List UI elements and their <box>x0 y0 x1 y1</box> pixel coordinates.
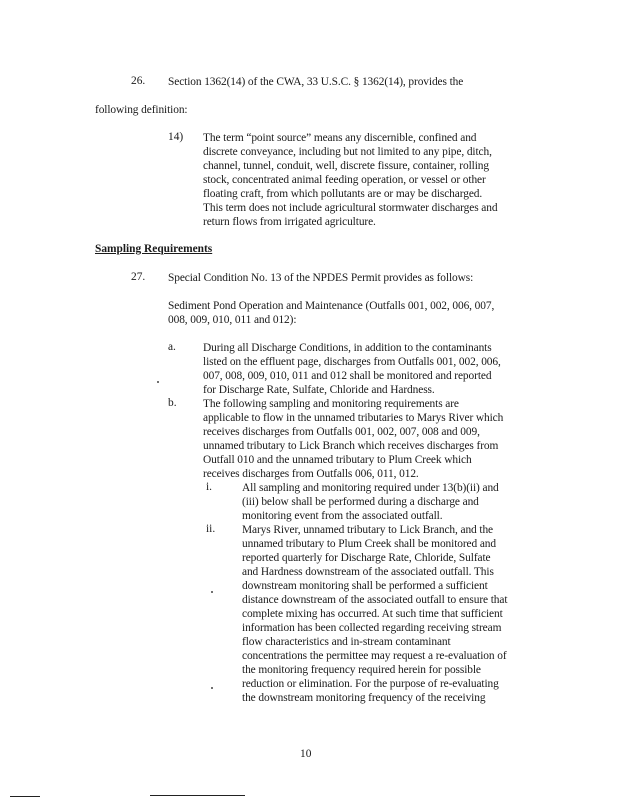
item-label-a: a. <box>168 341 176 353</box>
item-b-line: applicable to flow in the unnamed tributaries to Marys River which <box>203 412 504 424</box>
paragraph-number-26: 26. <box>131 75 146 87</box>
sub-title-line: Sediment Pond Operation and Maintenance (Outfalls 001, 002, 006, 007, <box>168 300 495 312</box>
item-ii-line: the monitoring frequency required herein for possible <box>242 664 481 676</box>
item-ii-line: unnamed tributary to Plum Creek shall be monitored and <box>242 538 496 550</box>
definition-line: stock, concentrated animal feeding operation, or vessel or other <box>203 174 486 186</box>
paragraph-27-line-1: Special Condition No. 13 of the NPDES Permit provides as follows: <box>168 272 474 284</box>
definition-line: floating craft, from which pollutants are or may be discharged. <box>203 188 483 200</box>
scan-edge-line <box>10 796 40 797</box>
scan-edge-line <box>150 795 245 796</box>
item-ii-line: reported quarterly for Discharge Rate, Chloride, Sulfate <box>242 552 491 564</box>
item-ii-line: flow characteristics and in-stream contaminant <box>242 636 451 648</box>
item-ii-line: the downstream monitoring frequency of the receiving <box>242 692 486 704</box>
item-ii-line: and Hardness downstream of the associated outfall. This <box>242 566 494 578</box>
section-heading: Sampling Requirements <box>95 243 213 255</box>
definition-line: This term does not include agricultural stormwater discharges and <box>203 202 498 214</box>
item-i-line: (iii) below shall be performed during a discharge and <box>242 496 479 508</box>
scan-speck <box>211 687 213 689</box>
item-ii-line: Marys River, unnamed tributary to Lick Branch, and the <box>242 524 493 536</box>
definition-line: channel, tunnel, conduit, well, discrete fissure, container, rolling <box>203 160 489 172</box>
definition-line: discrete conveyance, including but not limited to any pipe, ditch, <box>203 146 492 158</box>
item-ii-line: concentrations the permittee may request a re-evaluation of <box>242 650 507 662</box>
item-i-line: monitoring event from the associated outfall. <box>242 510 443 522</box>
item-b-line: receives discharges from Outfalls 006, 011, 012. <box>203 468 419 480</box>
item-a-line: During all Discharge Conditions, in addition to the contaminants <box>203 342 492 354</box>
item-ii-line: information has been collected regarding receiving stream <box>242 622 502 634</box>
paragraph-number-27: 27. <box>131 271 146 283</box>
page-number: 10 <box>300 748 312 760</box>
item-b-line: receives discharges from Outfalls 001, 002, 007, 008 and 009, <box>203 426 480 438</box>
scan-speck <box>211 591 213 593</box>
item-label-ii: ii. <box>206 523 216 535</box>
item-a-line: 007, 008, 009, 010, 011 and 012 shall be monitored and reported <box>203 370 492 382</box>
item-a-line: listed on the effluent page, discharges from Outfalls 001, 002, 006, <box>203 356 501 368</box>
quote-number-14: 14) <box>168 131 184 143</box>
paragraph-26-line-2: following definition: <box>95 104 188 116</box>
paragraph-26-line-1: Section 1362(14) of the CWA, 33 U.S.C. § 1362(14), provides the <box>168 76 464 88</box>
item-b-line: unnamed tributary to Lick Branch which receives discharges from <box>203 440 499 452</box>
item-a-line: for Discharge Rate, Sulfate, Chloride and Hardness. <box>203 384 435 396</box>
item-label-b: b. <box>168 397 177 409</box>
item-b-line: The following sampling and monitoring requirements are <box>203 398 459 410</box>
definition-line: return flows from irrigated agriculture. <box>203 216 376 228</box>
item-ii-line: distance downstream of the associated outfall to ensure that <box>242 594 508 606</box>
item-ii-line: downstream monitoring shall be performed a sufficient <box>242 580 488 592</box>
item-b-line: Outfall 010 and the unnamed tributary to Plum Creek which <box>203 454 472 466</box>
item-ii-line: complete mixing has occurred. At such time that sufficient <box>242 608 503 620</box>
sub-title-line: 008, 009, 010, 011 and 012): <box>168 314 297 326</box>
item-ii-line: reduction or elimination. For the purpose of re-evaluating <box>242 678 499 690</box>
item-label-i: i. <box>206 481 213 493</box>
definition-line: The term “point source” means any discernible, confined and <box>203 132 477 144</box>
item-i-line: All sampling and monitoring required under 13(b)(ii) and <box>242 482 499 494</box>
scan-speck <box>157 381 159 383</box>
